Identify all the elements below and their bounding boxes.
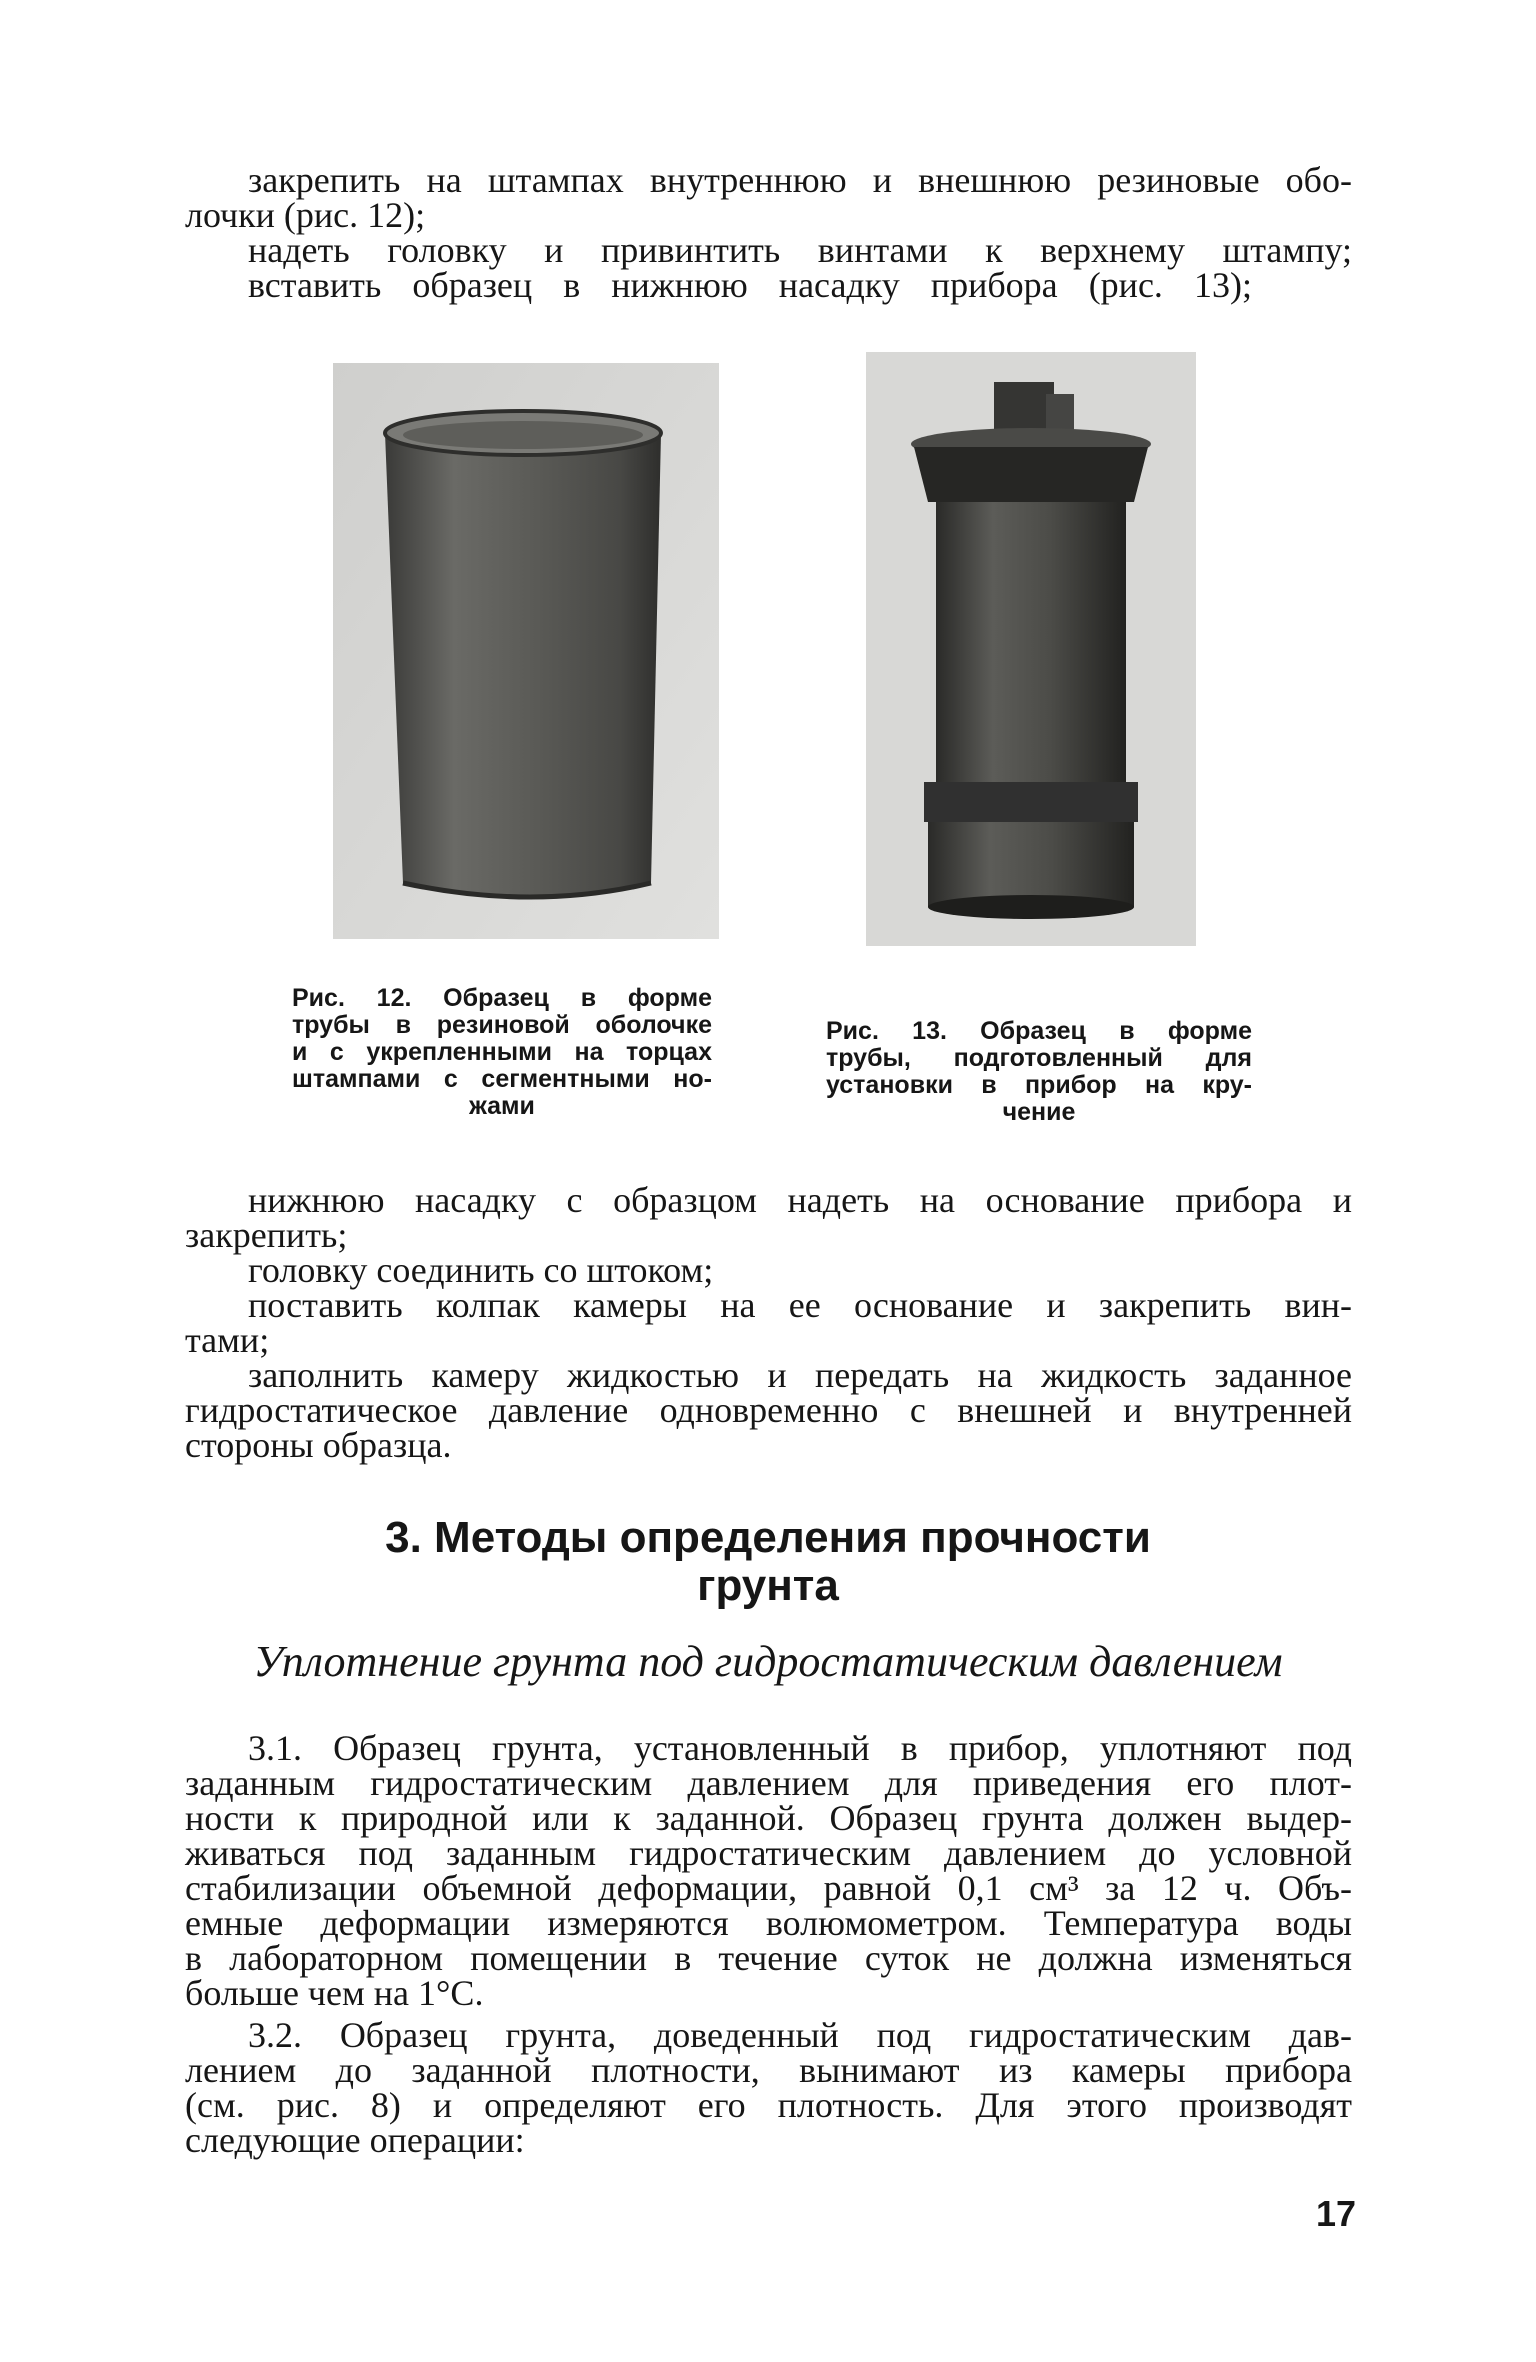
text-line: в лабораторном помещении в течение суток не должна изменяться bbox=[185, 1938, 1352, 1978]
figure-12-photo bbox=[333, 363, 719, 939]
caption-line: штампами с сегментными но- bbox=[292, 1065, 712, 1093]
figure-13-photo bbox=[866, 352, 1196, 946]
figure-12-caption bbox=[292, 985, 712, 1120]
caption-line: установки в прибор на кру- bbox=[826, 1071, 1252, 1099]
text-line: лочки (рис. 12); bbox=[185, 195, 426, 235]
text-line: заполнить камеру жидкостью и передать на жидкость заданное bbox=[248, 1355, 1352, 1395]
text-line: следующие операции: bbox=[185, 2120, 525, 2160]
assembled-sample-image bbox=[866, 352, 1196, 946]
caption-line: чение bbox=[1002, 1098, 1076, 1126]
text-line: стабилизации объемной деформации, равной 0,1 см³ за 12 ч. Объ- bbox=[185, 1868, 1352, 1908]
section-heading-line-1: 3. Методы определения прочности bbox=[385, 1513, 1151, 1562]
figure-13-caption bbox=[826, 1018, 1252, 1126]
text-line: 3.1. Образец грунта, установленный в прибор, уплотняют под bbox=[248, 1728, 1352, 1768]
text-line: заданным гидростатическим давлением для приведения его плот- bbox=[185, 1763, 1352, 1803]
text-line: вставить образец в нижнюю насадку прибора (рис. 13); bbox=[248, 265, 1252, 305]
text-line: лением до заданной плотности, вынимают из камеры прибора bbox=[185, 2050, 1352, 2090]
caption-line: трубы, подготовленный для bbox=[826, 1044, 1252, 1072]
text-line: головку соединить со штоком; bbox=[248, 1250, 714, 1290]
text-line: ности к природной или к заданной. Образец грунта должен выдер- bbox=[185, 1798, 1352, 1838]
text-line: надеть головку и привинтить винтами к верхнему штампу; bbox=[248, 230, 1352, 270]
text-line: гидростатическое давление одновременно с внешней и внутренней bbox=[185, 1390, 1352, 1430]
text-line: больше чем на 1°С. bbox=[185, 1973, 484, 2013]
section-subheading: Уплотнение грунта под гидростатическим давлением bbox=[253, 1637, 1283, 1686]
text-line: емные деформации измеряются волюмометром. Температура воды bbox=[185, 1903, 1352, 1943]
text-line: поставить колпак камеры на ее основание и закрепить вин- bbox=[248, 1285, 1352, 1325]
caption-line: жами bbox=[469, 1092, 535, 1120]
caption-line: Рис. 12. Образец в форме bbox=[292, 984, 712, 1012]
text-line: стороны образца. bbox=[185, 1425, 452, 1465]
cylinder-sample-image bbox=[333, 363, 719, 939]
text-line: (см. рис. 8) и определяют его плотность. Для этого производят bbox=[185, 2085, 1352, 2125]
caption-line: трубы в резиновой оболочке bbox=[292, 1011, 712, 1039]
text-line: закрепить; bbox=[185, 1215, 348, 1255]
text-line: закрепить на штампах внутреннюю и внешнюю резиновые обо- bbox=[248, 160, 1352, 200]
caption-line: и с укрепленными на торцах bbox=[292, 1038, 712, 1066]
text-line: тами; bbox=[185, 1320, 270, 1360]
page-number: 17 bbox=[1316, 2193, 1357, 2234]
section-heading-line-2: грунта bbox=[697, 1561, 839, 1610]
caption-line: Рис. 13. Образец в форме bbox=[826, 1017, 1252, 1045]
text-line: живаться под заданным гидростатическим давлением до условной bbox=[185, 1833, 1352, 1873]
text-line: 3.2. Образец грунта, доведенный под гидростатическим дав- bbox=[248, 2015, 1352, 2055]
text-line: нижнюю насадку с образцом надеть на основание прибора и bbox=[248, 1180, 1352, 1220]
